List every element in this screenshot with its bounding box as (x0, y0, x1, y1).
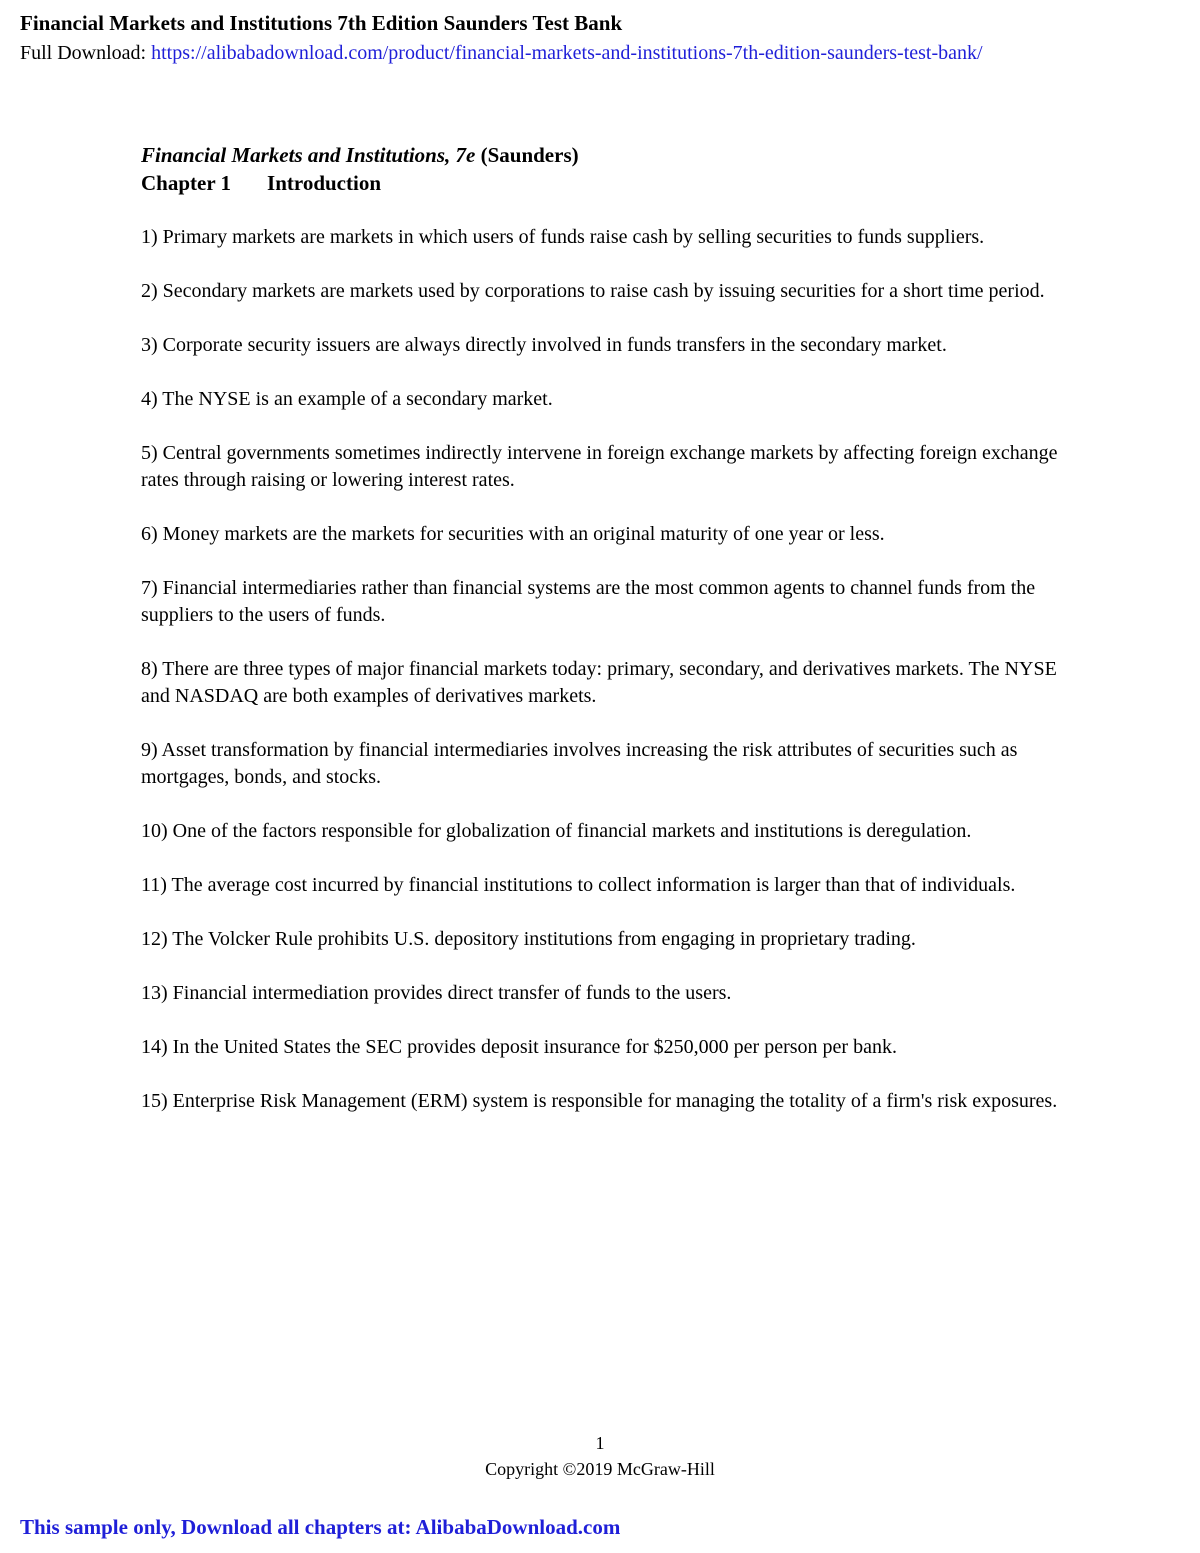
copyright-notice: Copyright ©2019 McGraw-Hill (485, 1459, 715, 1479)
document-title: Financial Markets and Institutions 7th Edition Saunders Test Bank (20, 11, 623, 35)
question-item: 13) Financial intermediation provides direct transfer of funds to the users. (141, 982, 732, 1004)
download-line (20, 38, 1180, 68)
question-item: 2) Secondary markets are markets used by corporations to raise cash by issuing securities for a short time period. (141, 280, 1045, 302)
download-link[interactable]: https://alibabadownload.com/product/financial-markets-and-institutions-7th-edition-saunders-test-bank/ (151, 42, 983, 64)
page-number: 1 (595, 1433, 605, 1453)
book-author: (Saunders) (475, 143, 579, 167)
chapter-name: Introduction (267, 171, 382, 195)
book-title: Financial Markets and Institutions, 7e (141, 143, 476, 167)
question-item: 4) The NYSE is an example of a secondary market. (141, 388, 553, 410)
question-item: 3) Corporate security issuers are always directly involved in funds transfers in the secondary market. (141, 334, 947, 356)
download-label: Full Download: (20, 42, 152, 64)
question-item: 14) In the United States the SEC provides deposit insurance for $250,000 per person per bank. (141, 1036, 897, 1058)
question-list (141, 224, 1071, 1115)
question-item: 7) Financial intermediaries rather than financial systems are the most common agents to channel funds from the suppliers to the users of funds. (141, 577, 1036, 626)
question-item: 12) The Volcker Rule prohibits U.S. depository institutions from engaging in proprietary trading. (141, 928, 916, 950)
question-item: 6) Money markets are the markets for securities with an original maturity of one year or less. (141, 523, 885, 545)
question-item: 15) Enterprise Risk Management (ERM) system is responsible for managing the totality of a firm's risk exposures. (141, 1090, 1058, 1112)
chapter-heading (141, 169, 1071, 197)
page-footer (0, 1430, 1200, 1482)
question-item: 9) Asset transformation by financial intermediaries involves increasing the risk attributes of securities such as mortgages, bonds, and stocks. (141, 739, 1018, 788)
top-header (20, 8, 1180, 68)
question-item: 8) There are three types of major financial markets today: primary, secondary, and derivatives markets. The NYSE and NASDAQ are both examples of derivatives markets. (141, 658, 1057, 707)
chapter-number: Chapter 1 (141, 171, 232, 195)
page-content (141, 141, 1071, 1142)
sample-download-banner[interactable]: This sample only, Download all chapters at: AlibabaDownload.com (20, 1515, 621, 1539)
question-item: 5) Central governments sometimes indirectly intervene in foreign exchange markets by affecting foreign exchange rates through raising or lowering interest rates. (141, 442, 1058, 491)
question-item: 1) Primary markets are markets in which users of funds raise cash by selling securities to funds suppliers. (141, 226, 985, 248)
question-item: 10) One of the factors responsible for globalization of financial markets and institutions is deregulation. (141, 820, 972, 842)
question-item: 11) The average cost incurred by financial institutions to collect information is larger than that of individuals. (141, 874, 1016, 896)
book-heading (141, 141, 1071, 169)
